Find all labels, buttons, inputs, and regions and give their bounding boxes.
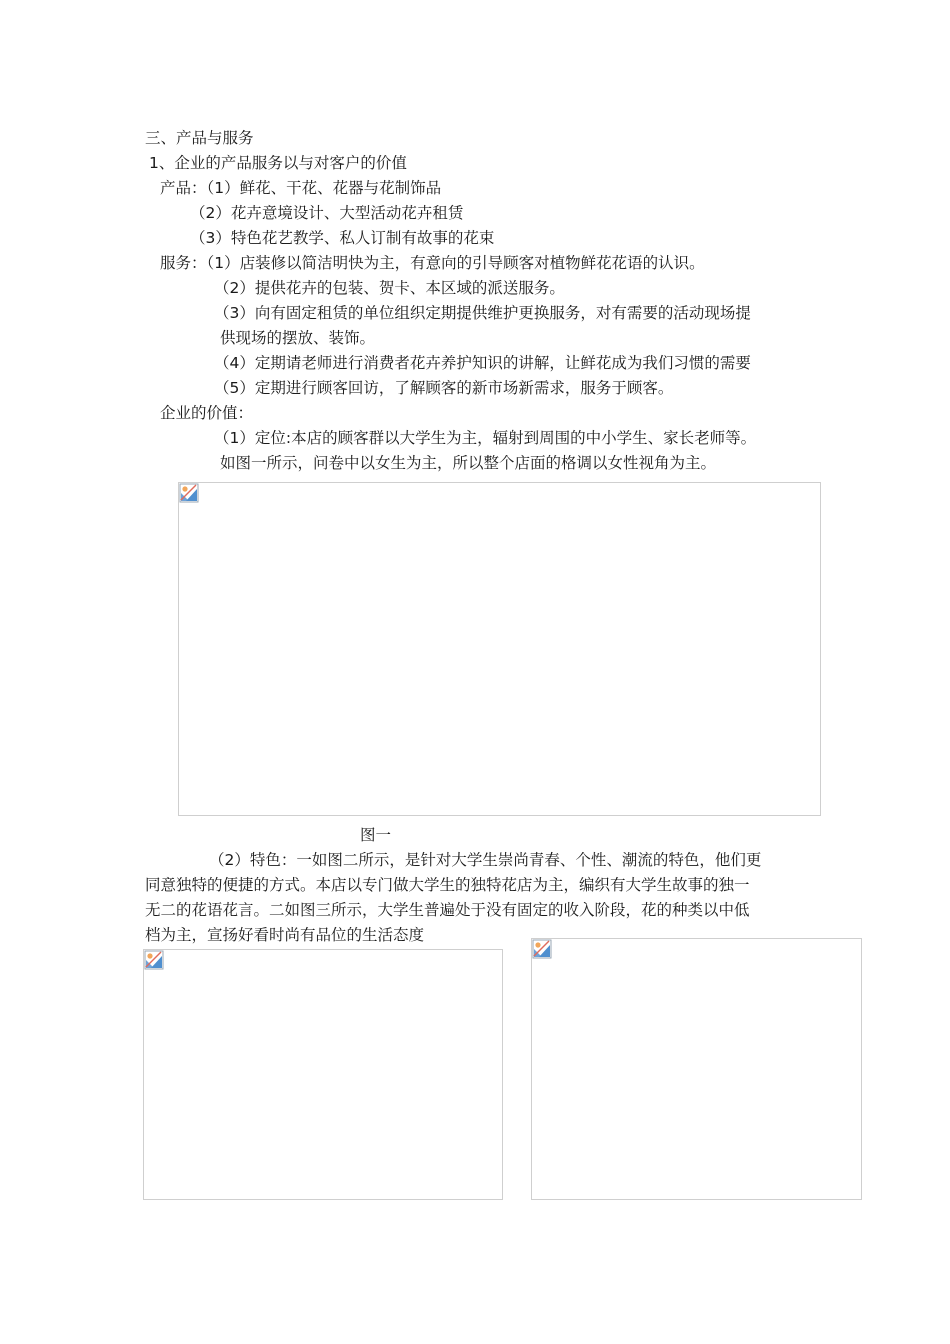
service-item: （3）向有固定租赁的单位组织定期提供维护更换服务，对有需要的活动现场提 [214, 304, 751, 322]
figure-3-image [531, 938, 862, 1200]
figure-2-image [143, 949, 503, 1200]
products-label: 产品： [160, 179, 207, 197]
product-item: （2）花卉意境设计、大型活动花卉租赁 [190, 204, 464, 222]
positioning-line: （1）定位:本店的顾客群以大学生为主，辐射到周围的中小学生、家长老师等。 [214, 429, 757, 447]
products-line-1 [160, 178, 441, 198]
broken-image-icon [179, 483, 199, 503]
figure-1-caption: 图一 [360, 826, 392, 844]
broken-image-icon [532, 939, 552, 959]
figure-1-image [178, 482, 821, 816]
service-item-continued: 供现场的摆放、装饰。 [220, 329, 376, 347]
subsection-title: 1、企业的产品服务以与对客户的价值 [149, 154, 407, 172]
service-item: （4）定期请老师进行消费者花卉养护知识的讲解，让鲜花成为我们习惯的需要 [214, 354, 751, 372]
feature-paragraph-line: 同意独特的便捷的方式。本店以专门做大学生的独特花店为主，编织有大学生故事的独一 [145, 876, 750, 894]
broken-image-icon [144, 950, 164, 970]
service-item: （5）定期进行顾客回访，了解顾客的新市场新需求，服务于顾客。 [214, 379, 674, 397]
feature-paragraph-line: （2）特色：一如图二所示，是针对大学生崇尚青春、个性、潮流的特色，他们更 [209, 851, 762, 869]
feature-paragraph-line: 档为主，宣扬好看时尚有品位的生活态度 [145, 926, 425, 944]
services-line-1 [160, 253, 705, 273]
service-item: （2）提供花卉的包装、贺卡、本区域的派送服务。 [214, 279, 565, 297]
feature-paragraph-line: 无二的花语花言。二如图三所示，大学生普遍处于没有固定的收入阶段，花的种类以中低 [145, 901, 750, 919]
positioning-line: 如图一所示，问卷中以女生为主，所以整个店面的格调以女性视角为主。 [220, 454, 717, 472]
product-item: （3）特色花艺教学、私人订制有故事的花束 [190, 229, 495, 247]
product-item: （1）鲜花、干花、花器与花制饰品 [206, 179, 442, 197]
service-item: （1）店装修以简洁明快为主，有意向的引导顾客对植物鲜花花语的认识。 [206, 254, 705, 272]
services-label: 服务： [160, 254, 207, 272]
value-label: 企业的价值： [160, 404, 254, 422]
section-title: 三、产品与服务 [145, 129, 254, 147]
